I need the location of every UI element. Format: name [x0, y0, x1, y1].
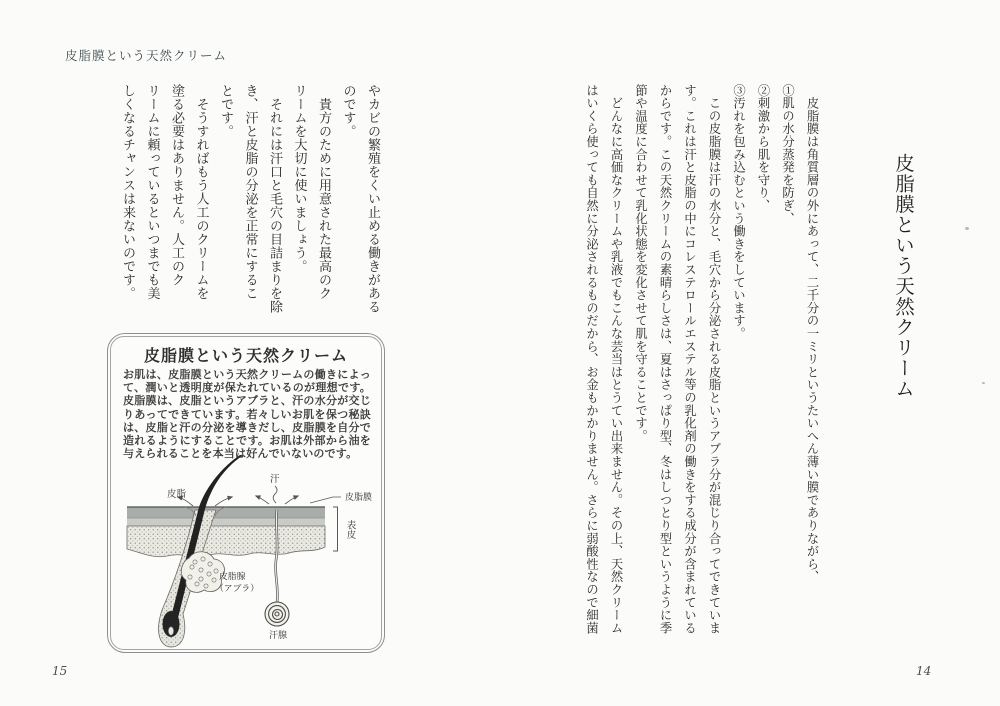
sweat-gland-coil: [265, 602, 289, 626]
label-sebaceous-gland: 皮脂腺: [219, 572, 246, 582]
label-sebum: 皮脂: [167, 489, 187, 500]
text-column: ①肌の水分蒸発を防ぎ、: [780, 84, 795, 225]
label-sebum-film: 皮脂膜: [345, 493, 373, 503]
text-column: のです。: [340, 84, 356, 138]
text-column: き、汗と皮脂の分泌を正常にするこ: [242, 84, 258, 300]
scan-speck: [965, 227, 969, 230]
running-header: 皮脂膜という天然クリーム: [65, 48, 228, 63]
label-sweat-gland: 汗腺: [269, 631, 288, 641]
left-page-body: [118, 84, 384, 329]
epidermis-layer: [127, 526, 325, 557]
sebum-film-layer: [127, 507, 325, 526]
text-column: リームに頼っているといつまでも美: [144, 84, 160, 300]
chapter-title: 皮脂膜という天然クリーム: [892, 153, 915, 399]
text-column: 塗る必要はありません。人工のク: [169, 84, 184, 287]
text-column: 節や温度に合わせて乳化状態を変化させて肌を守ることです。: [633, 84, 648, 443]
text-column: それには汗口と毛穴の目詰まりを除: [267, 84, 282, 314]
text-column: 皮脂膜は角質層の外にあって、二千分の一ミリというたいへん薄い膜でありながら、: [805, 84, 819, 584]
page-number-left: 15: [52, 664, 68, 678]
text-column: ②刺激から肌を守り、: [756, 84, 770, 212]
page-number-right: 14: [916, 664, 932, 678]
label-sweat: 汗: [270, 474, 280, 485]
sweat-arrows: [256, 496, 298, 504]
text-column: そうすればもう人工のクリームを: [193, 84, 209, 300]
epidermis-bracket: [333, 507, 338, 551]
text-column: リームを大切に使いましょう。: [291, 84, 307, 273]
text-column: はいくら使っても自然に分泌されるものだから、お金もかかりません。さらに弱酸性なので細菌: [584, 84, 599, 635]
text-column: とです。: [218, 84, 233, 138]
hair-bulb: [163, 611, 180, 637]
figure-title: 皮脂膜という天然クリーム: [143, 346, 348, 365]
text-column: しくなるチャンスは来ないのです。: [120, 84, 135, 300]
label-epidermis: 表皮: [344, 520, 356, 539]
text-column: ③汚れを包み込むという働きをしています。: [731, 84, 746, 340]
label-sebaceous-gland-sub: （アブラ）: [215, 584, 259, 594]
text-column: どんなに高価なクリームや乳液でもこんな芸当はとうてい出来ません。その上、天然クリーム: [609, 84, 623, 635]
sweat-duct: [276, 509, 278, 603]
figure-caption-text: お肌は、皮脂膜という天然クリームの働きによって、潤いと透明度が保たれているのが理想です。皮脂膜は、皮脂というアブラと、汗の水分が交じりあってできています。若々しいお肌を保つ秘訣は、皮脂と汗の分泌を導きだし、皮脂膜を自分で造れるようにすることです。お肌は外部から油を与えられることを本当は好んでいないのです。: [123, 368, 371, 461]
sebum-film-leader-line: [310, 497, 341, 503]
text-column: からです。この天然クリームの素晴らしさは、夏はさっぱり型、冬はしつとり型というように季: [658, 84, 672, 635]
text-column: この皮脂膜は汗の水分と、毛穴から分泌される皮脂というアブラ分が混じり合ってできていま: [707, 84, 721, 635]
right-page-body: [578, 84, 824, 635]
text-column: やカビの繁殖をくい止める働きがある: [365, 84, 380, 314]
text-column: 貴方のために用意された最高のク: [316, 84, 331, 300]
scan-speck: [982, 382, 985, 384]
text-column: す。これは汗と皮脂の中にコレステロールエステル等の乳化剤の働きをする成分が含まれている: [682, 84, 697, 635]
skin-diagram: [107, 452, 385, 652]
sweat-squiggle: [273, 486, 277, 503]
